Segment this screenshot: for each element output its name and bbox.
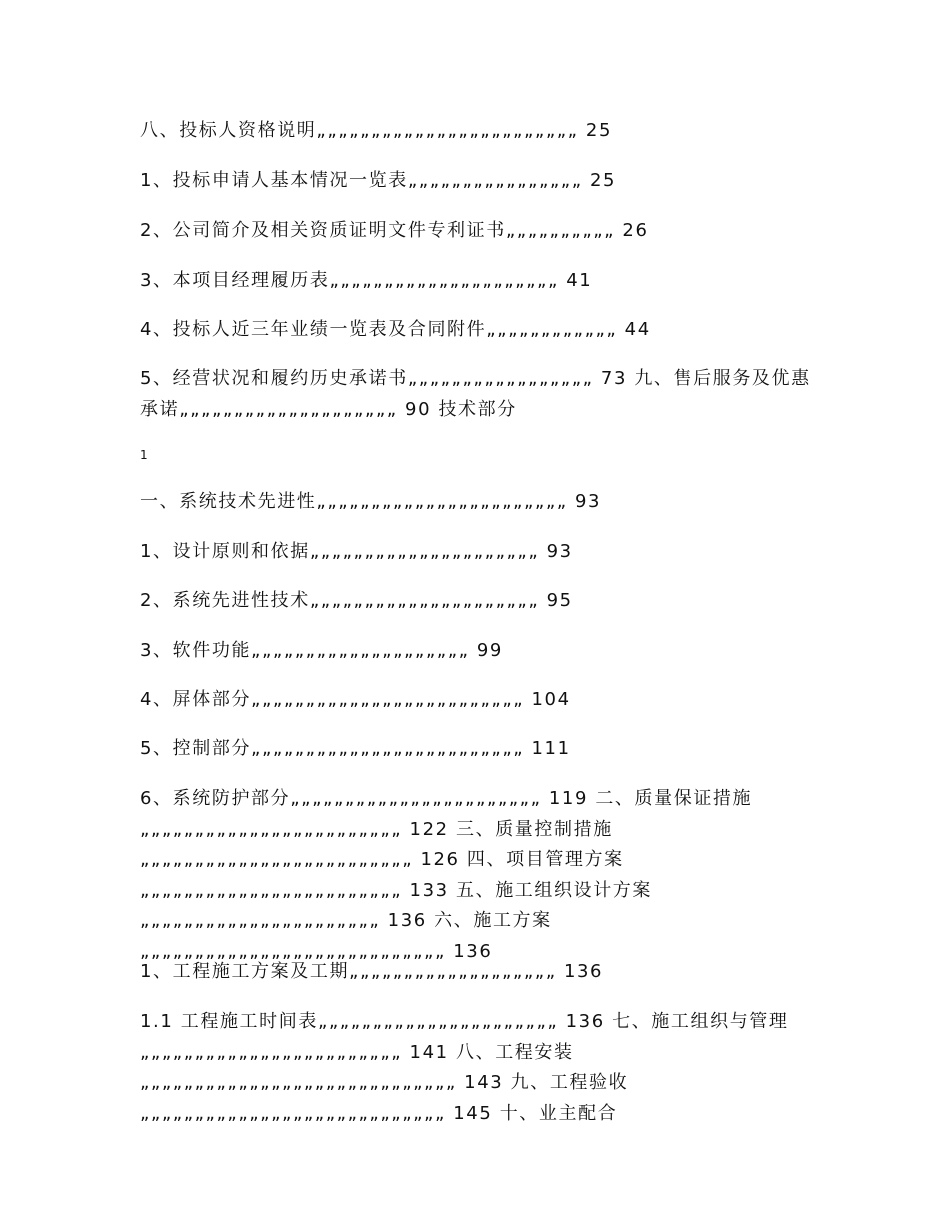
toc-entry: 4、投标人近三年业绩一览表及合同附件„„„„„„„„„„„„ 44 [140,319,651,340]
toc-entry-wrapped: 1.1 工程施工时间表„„„„„„„„„„„„„„„„„„„„„„ 136 七、施工组织与管理„„„„„„„„„„„„„„„„„„„„„„„„ 141 八、工程安装„„„„„„„„„„„„„„„„„„„„„„„„„„„„„ 143 九、工程验收„„„„„„„„„„„„„„„„„„„„„„„„„„„„ 145 十、业主配合 [140,1011,789,1124]
page-number: 1 [140,448,148,462]
toc-entry: 一、系统技术先进性„„„„„„„„„„„„„„„„„„„„„„„ 93 [140,491,602,512]
toc-entry: 3、软件功能„„„„„„„„„„„„„„„„„„„„ 99 [140,640,503,661]
toc-entry: 八、投标人资格说明„„„„„„„„„„„„„„„„„„„„„„„„ 25 [140,120,613,141]
toc-entry: 5、控制部分„„„„„„„„„„„„„„„„„„„„„„„„„ 111 [140,738,571,759]
toc-entry: 1、投标申请人基本情况一览表„„„„„„„„„„„„„„„„ 25 [140,170,617,191]
toc-entry: 3、本项目经理履历表„„„„„„„„„„„„„„„„„„„„„ 41 [140,270,593,291]
toc-entry: 1、设计原则和依据„„„„„„„„„„„„„„„„„„„„„ 93 [140,541,573,562]
toc-entry: 1、工程施工方案及工期„„„„„„„„„„„„„„„„„„„ 136 [140,961,604,982]
toc-entry-wrapped: 5、经营状况和履约历史承诺书„„„„„„„„„„„„„„„„„ 73 九、售后服务及优惠承诺„„„„„„„„„„„„„„„„„„„„ 90 技术部分 [140,368,811,420]
toc-entry: 2、公司简介及相关资质证明文件专利证书„„„„„„„„„„ 26 [140,220,649,241]
toc-entry-wrapped: 6、系统防护部分„„„„„„„„„„„„„„„„„„„„„„„ 119 二、质量保证措施„„„„„„„„„„„„„„„„„„„„„„„„ 122 三、质量控制措施„„„„„„„„„„„„„„„„„„„„„„„„„ 126 四、项目管理方案„„„„„„„„„„„„„„„„„„„„„„„„ 133 五、施工组织设计方案„„„„„„„„„„„„„„„„„„„„„„ 136 六、施工方案„„„„„„„„„„„„„„„„„„„„„„„„„„„„ 136 [140,788,753,962]
toc-entry: 4、屏体部分„„„„„„„„„„„„„„„„„„„„„„„„„ 104 [140,689,571,710]
toc-entry: 2、系统先进性技术„„„„„„„„„„„„„„„„„„„„„ 95 [140,590,573,611]
